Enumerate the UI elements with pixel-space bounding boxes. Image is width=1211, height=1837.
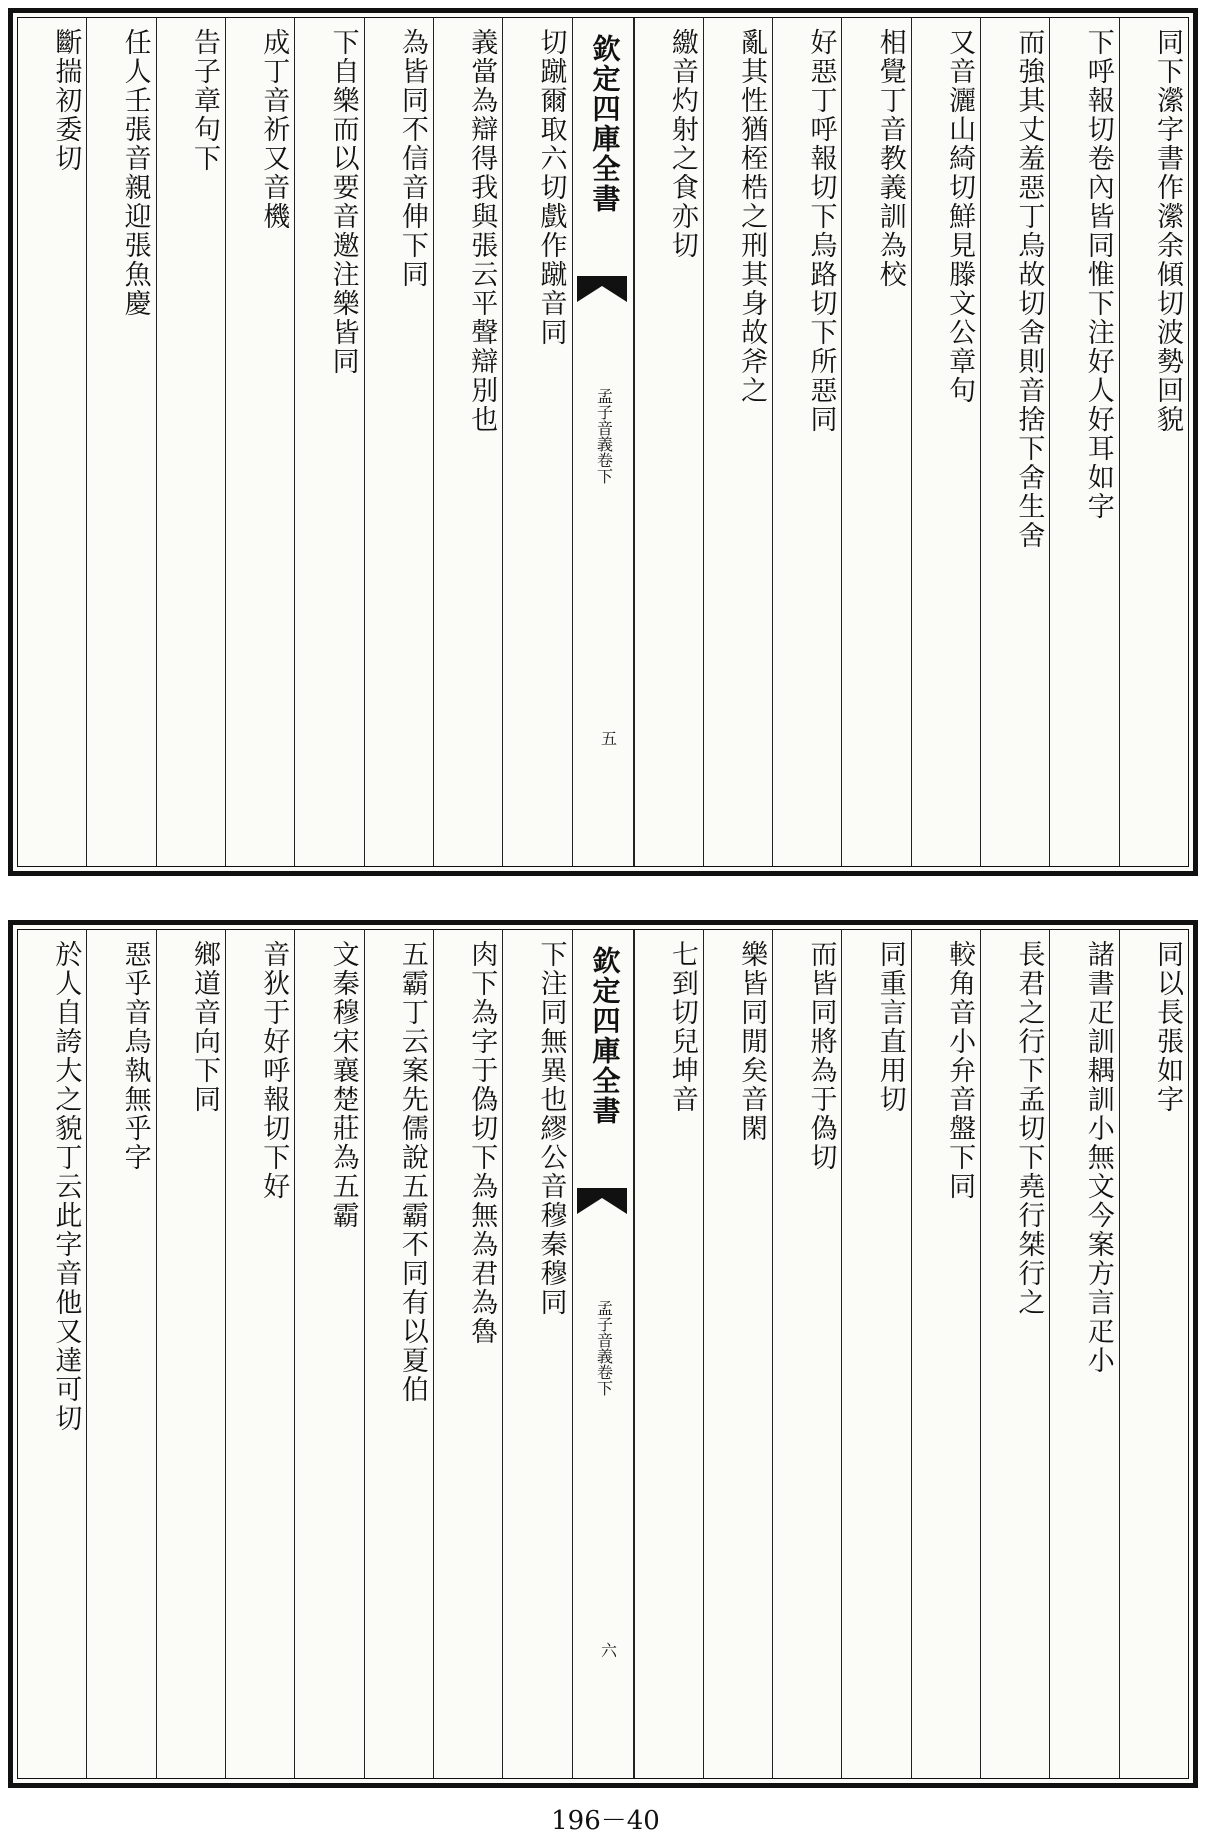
text-column: 同下瀠字書作瀠余傾切波勢回貌 xyxy=(1119,18,1188,866)
fish-tail-mark-icon xyxy=(577,276,627,302)
text-column: 相覺丁音教義訓為校 xyxy=(841,18,910,866)
text-column: 較角音小弁音盤下同 xyxy=(911,930,980,1778)
text-column: 下呼報切卷內皆同惟下注好人好耳如字 xyxy=(1049,18,1118,866)
bottom-page-frame xyxy=(17,929,1189,1779)
book-title: 欽定四庫全書 xyxy=(588,34,622,214)
text-column: 繳音灼射之食亦切 xyxy=(634,18,703,866)
subtitle-text: 孟子音義 xyxy=(594,388,614,452)
text-column: 樂皆同閒矣音閑 xyxy=(703,930,772,1778)
top-page-frame xyxy=(17,17,1189,867)
book-title: 欽定四庫全書 xyxy=(588,946,622,1126)
text-column: 成丁音祈又音機 xyxy=(225,18,294,866)
text-column: 而強其丈羞惡丁烏故切舍則音捨下舍生舍 xyxy=(980,18,1049,866)
text-column: 七到切兒坤音 xyxy=(634,930,703,1778)
text-column: 肉下為字于偽切下為無為君為魯 xyxy=(433,930,502,1778)
text-column: 斷揣初委切 xyxy=(50,28,82,173)
volume-text: 卷下 xyxy=(594,452,614,484)
text-column: 好惡丁呼報切下烏路切下所惡同 xyxy=(772,18,841,866)
text-column: 於人自誇大之貌丁云此字音他又達可切 xyxy=(50,940,82,1433)
section-subtitle xyxy=(593,1300,616,1396)
leaf-number: 六 xyxy=(598,1642,618,1658)
text-column: 音狄于好呼報切下好 xyxy=(225,930,294,1778)
text-column: 同以長張如字 xyxy=(1119,930,1188,1778)
fish-tail-mark-icon xyxy=(577,1188,627,1214)
text-column: 長君之行下孟切下堯行桀行之 xyxy=(980,930,1049,1778)
text-column: 五霸丁云案先儒說五霸不同有以夏伯 xyxy=(364,930,433,1778)
text-column: 下注同無異也繆公音穆秦穆同 xyxy=(502,930,571,1778)
text-column: 亂其性猶桎梏之刑其身故斧之 xyxy=(703,18,772,866)
text-column: 任人壬張音親迎張魚慶 xyxy=(86,18,155,866)
center-fold xyxy=(572,930,634,1778)
text-column: 而皆同將為于偽切 xyxy=(772,930,841,1778)
text-column: 為皆同不信音伸下同 xyxy=(364,18,433,866)
top-page xyxy=(8,8,1198,876)
text-column: 切蹴爾取六切戲作蹴音同 xyxy=(502,18,571,866)
section-subtitle xyxy=(593,388,616,484)
text-column: 下自樂而以要音邀注樂皆同 xyxy=(294,18,363,866)
text-column: 惡乎音烏執無乎字 xyxy=(86,930,155,1778)
page-footer-number: 196－40 xyxy=(551,1806,660,1836)
text-column: 同重言直用切 xyxy=(841,930,910,1778)
text-column: 鄉道音向下同 xyxy=(156,930,225,1778)
text-column: 義當為辯得我與張云平聲辯別也 xyxy=(433,18,502,866)
subtitle-text: 孟子音義 xyxy=(594,1300,614,1364)
text-column: 文秦穆宋襄楚莊為五霸 xyxy=(294,930,363,1778)
center-fold xyxy=(572,18,634,866)
bottom-page xyxy=(8,920,1198,1788)
leaf-number: 五 xyxy=(598,730,618,746)
text-column: 諸書疋訓耦訓小無文今案方言疋小 xyxy=(1049,930,1118,1778)
volume-text: 卷下 xyxy=(594,1364,614,1396)
text-column: 又音灑山綺切鮮見滕文公章句 xyxy=(911,18,980,866)
chapter-heading: 告子章句下 xyxy=(156,18,225,866)
